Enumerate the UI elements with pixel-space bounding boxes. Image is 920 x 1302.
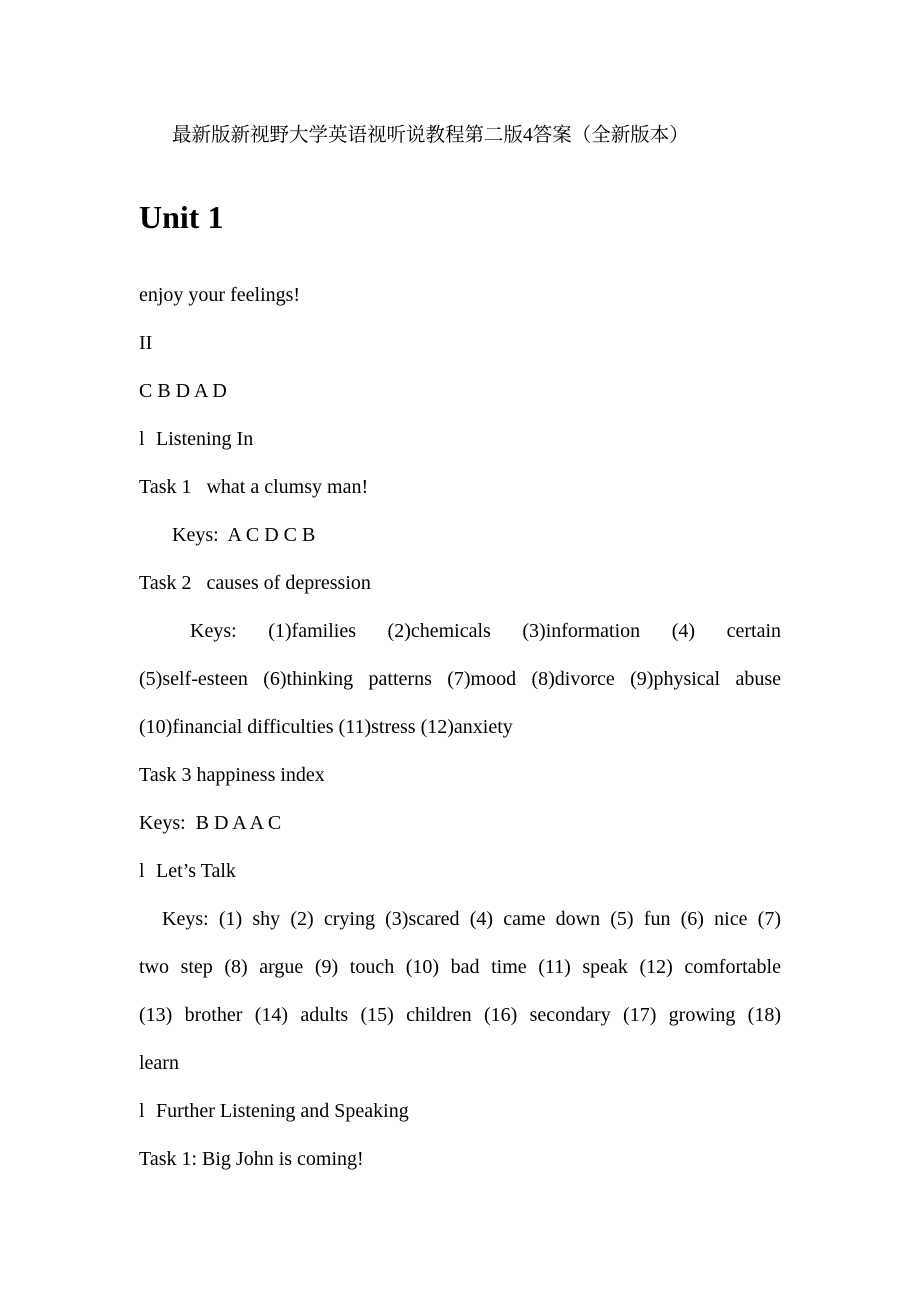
section-title: enjoy your feelings! xyxy=(139,284,301,306)
talk-keys-line-1: Keys: (1) shy (2) crying (3)scared (4) came down (5) fun (6) nice (7) xyxy=(162,908,781,930)
document-title: 最新版新视野大学英语视听说教程第二版4答案（全新版本） xyxy=(172,125,689,146)
talk-keys-line-3: (13) brother (14) adults (15) children (16) secondary (17) growing (18) xyxy=(139,1004,781,1026)
task1-title: Task 1 what a clumsy man! xyxy=(139,476,369,498)
task2-keys-line-1: Keys: (1)families (2)chemicals (3)information (4) certain xyxy=(190,620,781,642)
lets-talk-heading xyxy=(139,856,236,886)
listening-in-label: Listening In xyxy=(156,428,254,450)
task3-title: Task 3 happiness index xyxy=(139,764,325,786)
listening-in-heading xyxy=(139,424,253,454)
task2-title: Task 2 causes of depression xyxy=(139,572,371,594)
bullet-marker: l xyxy=(139,428,145,450)
talk-keys-line-4: learn xyxy=(139,1052,179,1074)
part-ii-label: II xyxy=(139,332,153,354)
further-listening-label: Further Listening and Speaking xyxy=(156,1100,409,1122)
task2-keys-line-2: (5)self-esteen (6)thinking patterns (7)mood (8)divorce (9)physical abuse xyxy=(139,668,781,690)
part-ii-answers: C B D A D xyxy=(139,380,227,402)
further-task1-title: Task 1: Big John is coming! xyxy=(139,1148,364,1170)
task3-keys: Keys: B D A A C xyxy=(139,812,282,834)
bullet-marker: l xyxy=(139,860,145,882)
bullet-marker: l xyxy=(139,1100,145,1122)
talk-keys-line-2: two step (8) argue (9) touch (10) bad time (11) speak (12) comfortable xyxy=(139,956,781,978)
unit-heading: Unit 1 xyxy=(139,199,224,235)
further-listening-heading xyxy=(139,1096,409,1126)
task2-keys-line-3: (10)financial difficulties (11)stress (12)anxiety xyxy=(139,716,513,738)
lets-talk-label: Let’s Talk xyxy=(156,860,236,882)
task1-keys: Keys: A C D C B xyxy=(172,524,316,546)
